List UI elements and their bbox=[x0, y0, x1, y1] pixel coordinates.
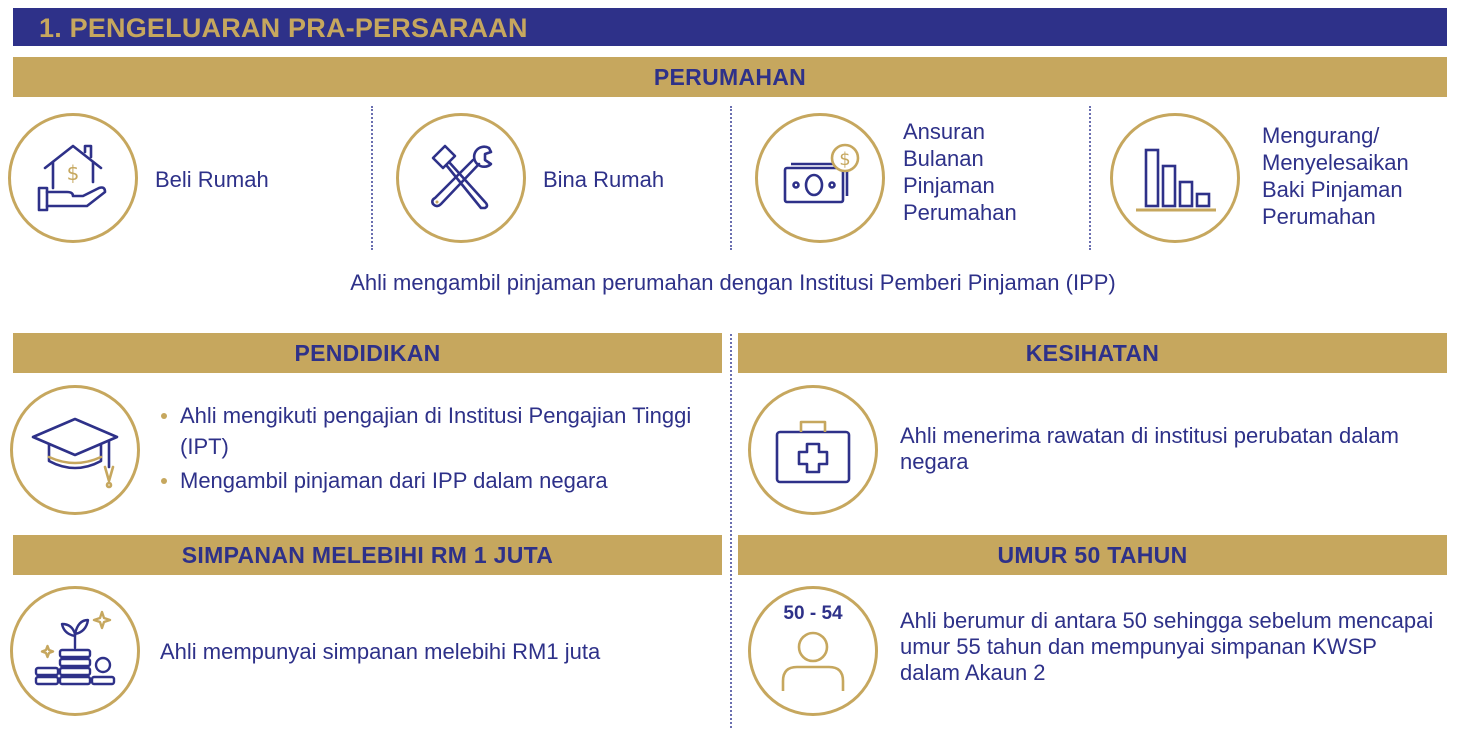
section-title-bar bbox=[13, 8, 1447, 46]
divider bbox=[730, 334, 732, 728]
pendidikan-bullets bbox=[158, 400, 718, 496]
age-range-label: 50 - 54 bbox=[783, 603, 843, 624]
divider bbox=[1089, 106, 1091, 250]
divider bbox=[730, 106, 732, 250]
umur-heading bbox=[738, 535, 1447, 575]
perumahan-item-label-2: Bina Rumah bbox=[543, 167, 665, 192]
umur-heading-text: UMUR 50 TAHUN bbox=[997, 541, 1188, 568]
kesihatan-heading-text: KESIHATAN bbox=[1025, 339, 1160, 366]
perumahan-item-label-3: Ansuran Bulanan Pinjaman Perumahan bbox=[903, 119, 1017, 225]
person-icon bbox=[748, 586, 878, 716]
perumahan-item-label-4: Mengurang/ Menyelesaikan Baki Pinjaman Perumahan bbox=[1262, 123, 1409, 229]
bar-chart-declining-icon bbox=[1110, 113, 1240, 243]
list-item: Mengambil pinjaman dari IPP dalam negara bbox=[158, 465, 718, 496]
banknote-coin-icon bbox=[755, 113, 885, 243]
graduation-cap-icon bbox=[10, 385, 140, 515]
umur-text: Ahli berumur di antara 50 sehingga sebelum mencapai umur 55 tahun dan mempunyai simpanan KWSP dalam Akaun 2 bbox=[900, 608, 1434, 685]
perumahan-item-label-1: Beli Rumah bbox=[155, 167, 269, 192]
hammer-wrench-icon bbox=[396, 113, 526, 243]
simpanan-heading bbox=[13, 535, 722, 575]
section-title: 1. PENGELUARAN PRA-PERSARAAN bbox=[39, 13, 528, 43]
kesihatan-heading bbox=[738, 333, 1447, 373]
perumahan-heading bbox=[13, 57, 1447, 97]
perumahan-note: Ahli mengambil pinjaman perumahan dengan Institusi Pemberi Pinjaman (IPP) bbox=[350, 270, 1116, 295]
perumahan-heading-text: PERUMAHAN bbox=[653, 63, 807, 90]
medical-kit-icon bbox=[748, 385, 878, 515]
pendidikan-heading-text: PENDIDIKAN bbox=[294, 339, 441, 366]
simpanan-heading-text: SIMPANAN MELEBIHI RM 1 JUTA bbox=[181, 541, 554, 568]
pendidikan-heading bbox=[13, 333, 722, 373]
kesihatan-text: Ahli menerima rawatan di institusi perubatan dalam negara bbox=[900, 423, 1399, 474]
svg-text:$: $ bbox=[839, 149, 851, 170]
list-item: Ahli mengikuti pengajian di Institusi Pengajian Tinggi (IPT) bbox=[158, 400, 718, 462]
house-in-hand-icon bbox=[8, 113, 138, 243]
svg-text:$: $ bbox=[66, 161, 80, 185]
divider bbox=[371, 106, 373, 250]
simpanan-text: Ahli mempunyai simpanan melebihi RM1 juta bbox=[160, 639, 601, 664]
coins-plant-icon bbox=[10, 586, 140, 716]
